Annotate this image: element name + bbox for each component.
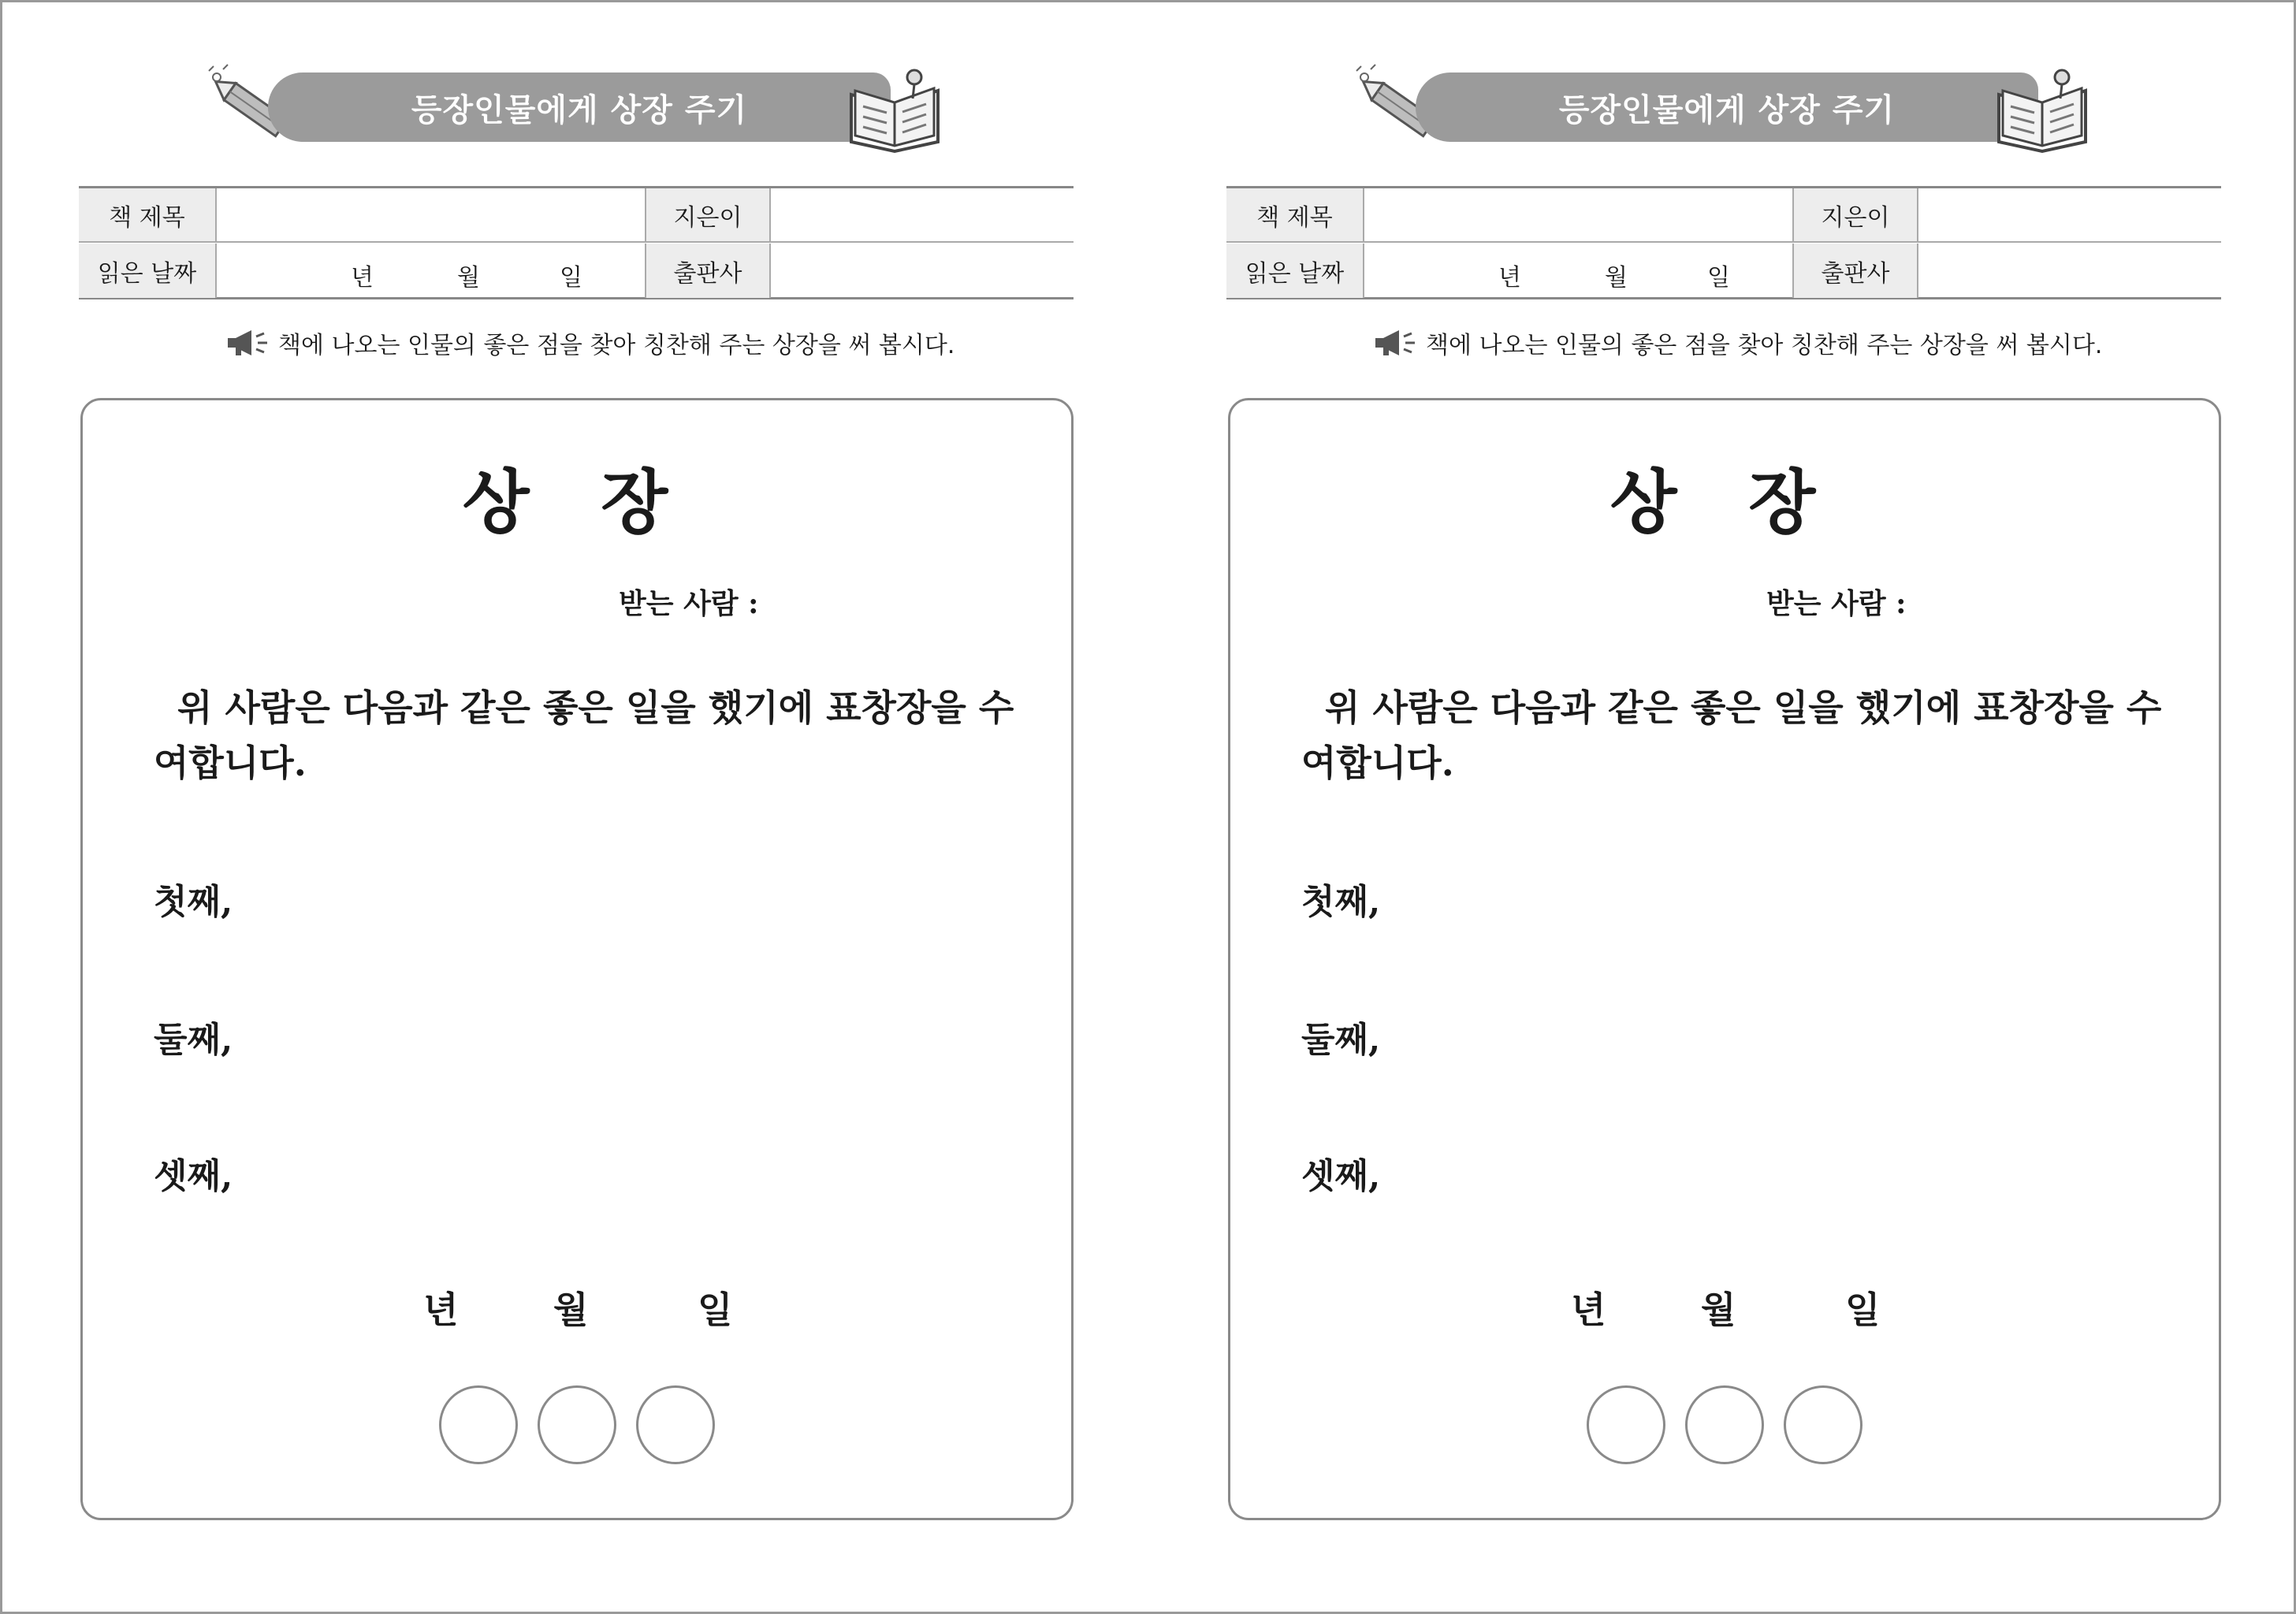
book-title-label: 책 제목 bbox=[79, 188, 217, 241]
table-row bbox=[79, 188, 1074, 243]
book-title-field[interactable] bbox=[1364, 188, 1794, 241]
day-label: 일 bbox=[1707, 264, 1730, 292]
worksheet-title: 등장인물에게 상장 주기 bbox=[1558, 91, 1896, 128]
first-point: 첫째, bbox=[154, 882, 233, 922]
third-point: 셋째, bbox=[154, 1156, 233, 1196]
megaphone-icon bbox=[1372, 327, 1416, 359]
publisher-label: 출판사 bbox=[646, 244, 771, 298]
certificate-month: 월 bbox=[553, 1289, 589, 1331]
seal-circle bbox=[636, 1385, 715, 1464]
table-row bbox=[1226, 244, 2221, 298]
seal-circle bbox=[1685, 1385, 1764, 1464]
certificate-month: 월 bbox=[1701, 1289, 1736, 1331]
instruction bbox=[1372, 323, 2102, 363]
certificate-year: 년 bbox=[423, 1289, 459, 1331]
seal-circle bbox=[439, 1385, 518, 1464]
title-banner bbox=[1416, 73, 2038, 142]
second-point: 둘째, bbox=[1301, 1020, 1381, 1060]
publisher-field[interactable] bbox=[1918, 244, 2221, 298]
author-label: 지은이 bbox=[646, 188, 771, 241]
book-icon bbox=[843, 63, 946, 154]
first-point: 첫째, bbox=[1301, 882, 1381, 922]
instruction-text: 책에 나오는 인물의 좋은 점을 찾아 칭찬해 주는 상장을 써 봅시다. bbox=[1426, 332, 2103, 359]
year-label: 년 bbox=[1498, 264, 1521, 292]
second-point: 둘째, bbox=[154, 1020, 233, 1060]
third-point: 셋째, bbox=[1301, 1156, 1381, 1196]
recipient-label: 받는 사람 : bbox=[1766, 587, 1907, 620]
certificate-day: 일 bbox=[698, 1289, 733, 1331]
book-info-table bbox=[79, 186, 1074, 299]
table-row bbox=[79, 244, 1074, 298]
month-label: 월 bbox=[457, 264, 480, 292]
author-field[interactable] bbox=[771, 188, 1074, 241]
certificate-card bbox=[80, 398, 1074, 1520]
certificate-day: 일 bbox=[1845, 1289, 1881, 1331]
certificate-title: 상 장 bbox=[462, 461, 692, 543]
table-row bbox=[1226, 188, 2221, 243]
read-date-field[interactable] bbox=[217, 244, 646, 298]
year-label: 년 bbox=[351, 264, 374, 292]
instruction bbox=[225, 323, 954, 363]
recipient-label: 받는 사람 : bbox=[619, 587, 759, 620]
worksheet-title: 등장인물에게 상장 주기 bbox=[411, 91, 748, 128]
title-banner bbox=[268, 73, 891, 142]
seal-circle bbox=[1784, 1385, 1862, 1464]
publisher-label: 출판사 bbox=[1794, 244, 1918, 298]
certificate-body: 위 사람은 다음과 같은 좋은 일을 했기에 표창장을 수여합니다. bbox=[1301, 686, 2162, 784]
read-date-label: 읽은 날짜 bbox=[79, 244, 217, 298]
seal-circle bbox=[538, 1385, 616, 1464]
month-label: 월 bbox=[1605, 264, 1628, 292]
author-label: 지은이 bbox=[1794, 188, 1918, 241]
certificate-year: 년 bbox=[1571, 1289, 1606, 1331]
book-info-table bbox=[1226, 186, 2221, 299]
instruction-text: 책에 나오는 인물의 좋은 점을 찾아 칭찬해 주는 상장을 써 봅시다. bbox=[278, 332, 955, 359]
author-field[interactable] bbox=[1918, 188, 2221, 241]
book-title-field[interactable] bbox=[217, 188, 646, 241]
book-icon bbox=[1991, 63, 2093, 154]
certificate-body: 위 사람은 다음과 같은 좋은 일을 했기에 표창장을 수여합니다. bbox=[154, 686, 1014, 784]
publisher-field[interactable] bbox=[771, 244, 1074, 298]
read-date-field[interactable] bbox=[1364, 244, 1794, 298]
book-title-label: 책 제목 bbox=[1226, 188, 1364, 241]
day-label: 일 bbox=[560, 264, 582, 292]
certificate-card bbox=[1228, 398, 2221, 1520]
seal-circle bbox=[1587, 1385, 1665, 1464]
read-date-label: 읽은 날짜 bbox=[1226, 244, 1364, 298]
worksheet-right bbox=[1148, 0, 2296, 1614]
certificate-title: 상 장 bbox=[1609, 461, 1840, 543]
megaphone-icon bbox=[225, 327, 269, 359]
